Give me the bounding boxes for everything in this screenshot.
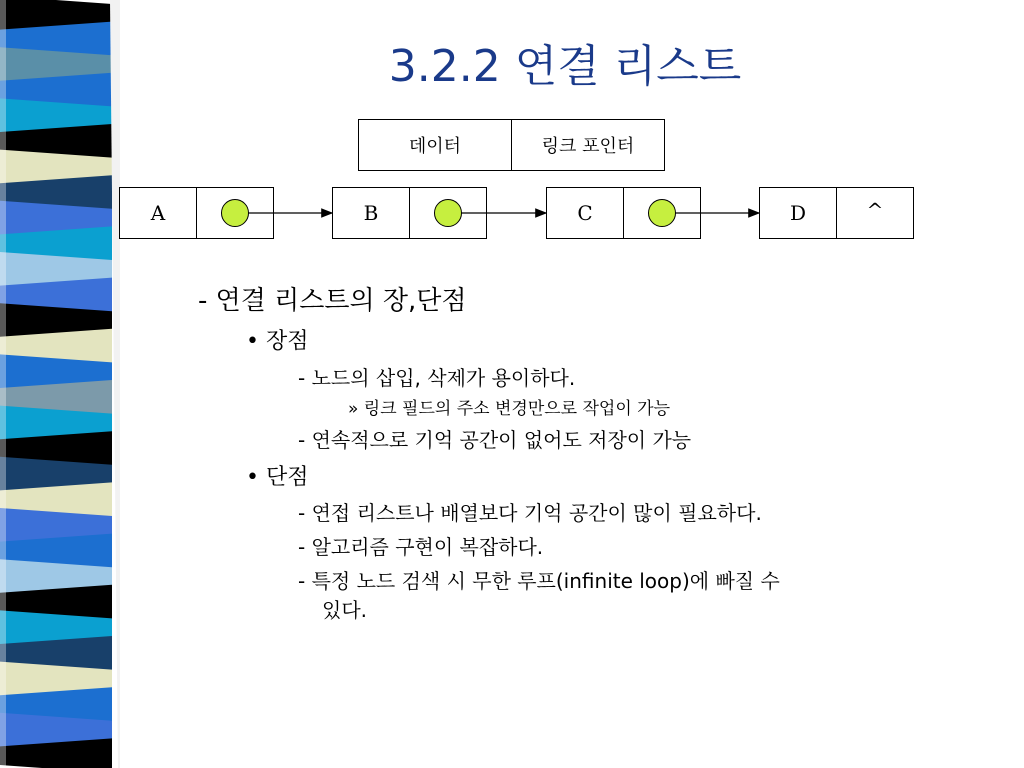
cons-item: - 특정 노드 검색 시 무한 루프(infinite loop)에 빠질 수 <box>298 569 780 593</box>
pros-item: - 노드의 삽입, 삭제가 용이하다. <box>298 366 576 390</box>
header-data-cell: 데이터 <box>358 119 512 171</box>
pros-subitem: » 링크 필드의 주소 변경만으로 작업이 가능 <box>348 399 670 419</box>
node-d-link: ^ <box>836 187 914 239</box>
node-d-data: D <box>759 187 837 239</box>
page-title: 3.2.2 연결 리스트 <box>388 41 742 92</box>
cons-item-continued: 있다. <box>322 598 367 622</box>
pros-item: - 연속적으로 기억 공간이 없어도 저장이 가능 <box>298 428 692 452</box>
pointer-arrows <box>0 0 1024 300</box>
node-b-data: B <box>332 187 410 239</box>
cons-title: • 단점 <box>246 465 309 490</box>
cons-item: - 알고리즘 구현이 복잡하다. <box>298 535 544 559</box>
header-link-cell: 링크 포인터 <box>511 119 665 171</box>
node-c-data: C <box>546 187 624 239</box>
node-a-data: A <box>119 187 197 239</box>
section-heading: - 연결 리스트의 장,단점 <box>198 286 467 316</box>
cons-item: - 연접 리스트나 배열보다 기억 공간이 많이 필요하다. <box>298 501 762 525</box>
pros-title: • 장점 <box>246 329 309 354</box>
